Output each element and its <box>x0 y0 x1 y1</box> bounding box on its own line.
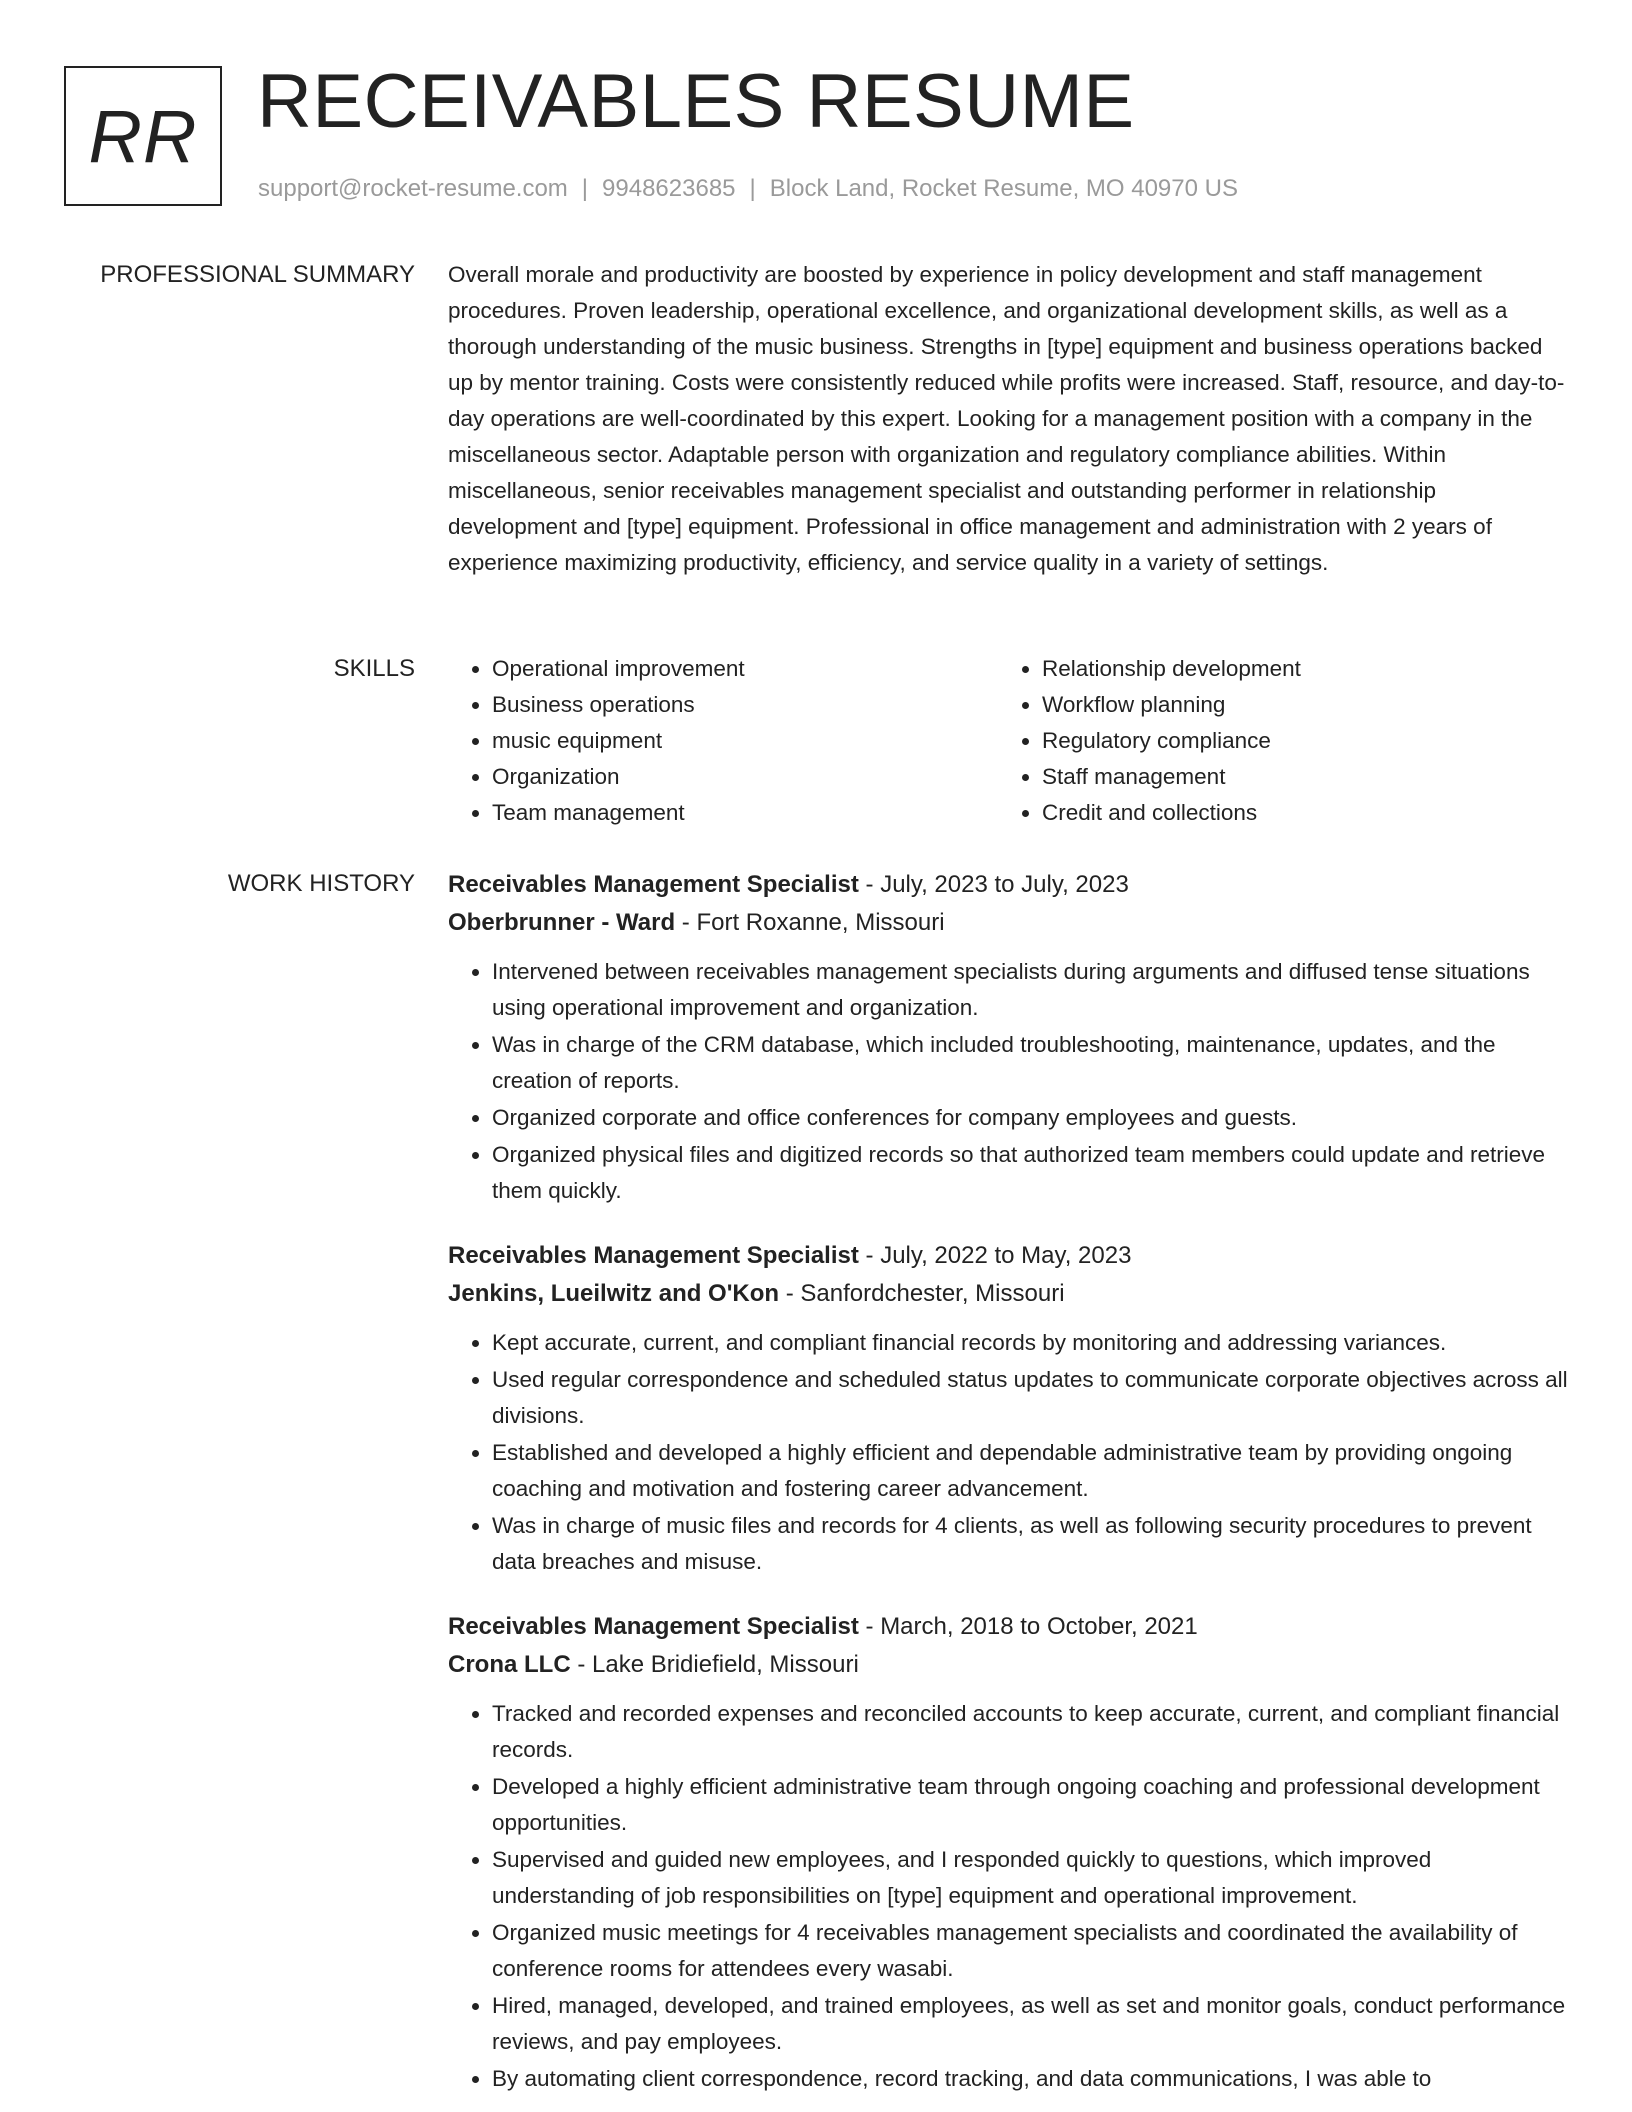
job-title-line <box>448 866 1568 904</box>
contact-phone[interactable]: 9948623685 <box>602 175 736 202</box>
job-company: Jenkins, Lueilwitz and O'Kon <box>448 1280 780 1307</box>
job-bullet: • Supervised and guided new employees, and I responded quickly to questions, which improved understanding of job responsibilities on [type] equipment and operational improvement. <box>492 1842 1568 1914</box>
job-title-line <box>448 1237 1568 1275</box>
job-bullet: • Tracked and recorded expenses and reconciled accounts to keep accurate, current, and compliant financial records. <box>492 1696 1568 1768</box>
skill-item: • Team management <box>492 795 998 831</box>
job-location: - Fort Roxanne, Missouri <box>675 909 945 936</box>
job-dates: - March, 2018 to October, 2021 <box>858 1613 1198 1640</box>
contact-separator: | <box>581 175 589 202</box>
skill-item: • Organization <box>492 759 998 795</box>
resume-title: RECEIVABLES RESUME <box>257 59 1135 144</box>
job-bullet: • Intervened between receivables management specialists during arguments and diffused tense situations using operational improvement and organization. <box>492 954 1568 1026</box>
job-company: Oberbrunner - Ward <box>448 909 676 936</box>
summary-heading: PROFESSIONAL SUMMARY <box>100 261 415 288</box>
skills-grid <box>448 651 1568 831</box>
job-bullets <box>448 1696 1568 2097</box>
job-entry <box>448 866 1568 1209</box>
work-history-heading: WORK HISTORY <box>227 870 415 897</box>
job-bullets <box>448 954 1568 1209</box>
job-dates: - July, 2023 to July, 2023 <box>858 871 1129 898</box>
job-title-line <box>448 1608 1568 1646</box>
job-bullet: • Organized music meetings for 4 receivables management specialists and coordinated the availability of conference rooms for attendees every wasabi. <box>492 1915 1568 1987</box>
skills-list-right <box>998 651 1548 831</box>
job-bullet: • Kept accurate, current, and compliant financial records by monitoring and addressing variances. <box>492 1325 1568 1361</box>
skill-item: • Business operations <box>492 687 998 723</box>
skills-heading: SKILLS <box>333 655 415 682</box>
job-bullet: • By automating client correspondence, record tracking, and data communications, I was able to <box>492 2061 1568 2097</box>
job-bullet: • Established and developed a highly efficient and dependable administrative team by providing ongoing coaching and motivation and fostering career advancement. <box>492 1435 1568 1507</box>
job-bullet: • Organized corporate and office conferences for company employees and guests. <box>492 1100 1568 1136</box>
skill-item: • Regulatory compliance <box>1042 723 1548 759</box>
job-bullet: • Was in charge of the CRM database, which included troubleshooting, maintenance, updates, and the creation of reports. <box>492 1027 1568 1099</box>
job-location: - Sanfordchester, Missouri <box>779 1280 1065 1307</box>
job-location: - Lake Bridiefield, Missouri <box>570 1651 859 1678</box>
monogram-logo: RR <box>64 66 222 206</box>
skills-body <box>448 651 1568 831</box>
job-company-line <box>448 1646 1568 1684</box>
job-bullet: • Used regular correspondence and scheduled status updates to communicate corporate objectives across all divisions. <box>492 1362 1568 1434</box>
contact-separator: | <box>749 175 756 202</box>
skill-item: • Workflow planning <box>1042 687 1548 723</box>
job-company-line <box>448 1275 1568 1313</box>
skill-item: • Staff management <box>1042 759 1548 795</box>
summary-text: Overall morale and productivity are boosted by experience in policy development and staff management procedures. Proven leadership, operational excellence, and organizational development skills, as well as a thorough understanding of the music business. Strengths in [type] equipment and business operations backed up by mentor training. Costs were consistently reduced while profits were increased. Staff, resource, and day-to-day operations are well-coordinated by this expert. Looking for a management position with a company in the miscellaneous sector. Adaptable person with organization and regulatory compliance abilities. Within miscellaneous, senior receivables management specialist and outstanding performer in relationship development and [type] equipment. Professional in office management and administration with 2 years of experience maximizing productivity, efficiency, and service quality in a variety of settings. <box>448 262 1565 575</box>
skills-list-left <box>448 651 998 831</box>
skill-item: • Credit and collections <box>1042 795 1548 831</box>
job-bullets <box>448 1325 1568 1580</box>
job-entry <box>448 1237 1568 1580</box>
contact-address: Block Land, Rocket Resume, MO 40970 US <box>769 175 1238 202</box>
job-bullet: • Organized physical files and digitized records so that authorized team members could update and retrieve them quickly. <box>492 1137 1568 1209</box>
contact-email[interactable]: support@rocket-resume.com <box>258 175 568 202</box>
job-bullet: • Developed a highly efficient administrative team through ongoing coaching and professional development opportunities. <box>492 1769 1568 1841</box>
job-bullet: • Was in charge of music files and records for 4 clients, as well as following security procedures to prevent data breaches and misuse. <box>492 1508 1568 1580</box>
job-bullet: • Hired, managed, developed, and trained employees, as well as set and monitor goals, conduct performance reviews, and pay employees. <box>492 1988 1568 2060</box>
job-company-line <box>448 904 1568 942</box>
job-title: Receivables Management Specialist <box>448 1242 859 1269</box>
summary-body <box>448 257 1568 581</box>
job-title: Receivables Management Specialist <box>448 1613 859 1640</box>
skill-item: • music equipment <box>492 723 998 759</box>
skill-item: • Relationship development <box>1042 651 1548 687</box>
job-title: Receivables Management Specialist <box>448 871 859 898</box>
job-dates: - July, 2022 to May, 2023 <box>858 1242 1132 1269</box>
work-history-body <box>448 866 1568 2112</box>
contact-line <box>258 174 1238 204</box>
job-company: Crona LLC <box>448 1651 571 1678</box>
job-entry <box>448 1608 1568 2097</box>
skill-item: • Operational improvement <box>492 651 998 687</box>
